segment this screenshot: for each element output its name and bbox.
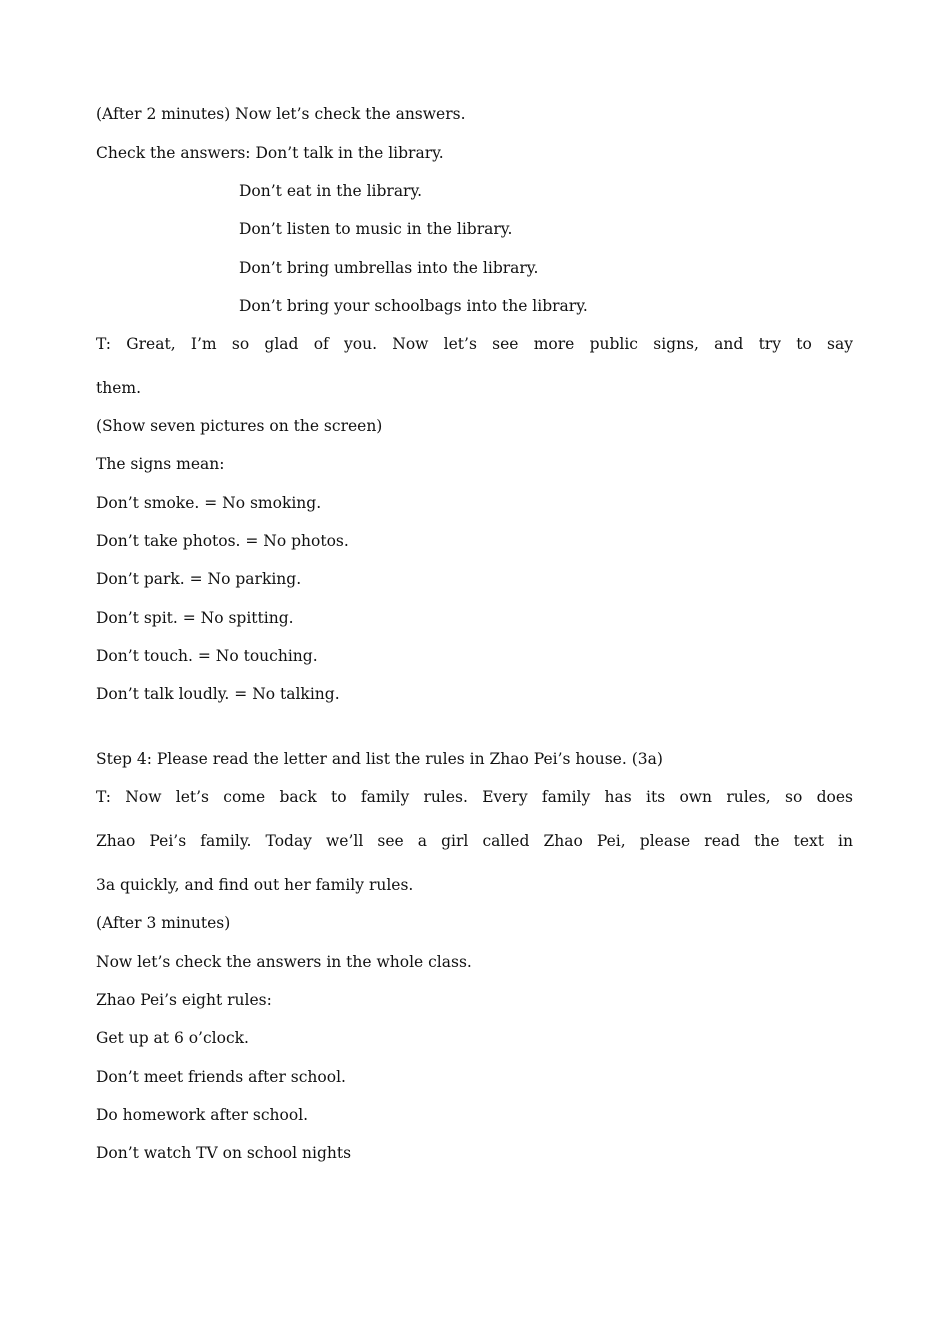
text-line: (After 3 minutes): [96, 914, 231, 932]
answer-line: Don’t bring your schoolbags into the library.: [239, 297, 588, 315]
text-line: (After 2 minutes) Now let’s check the answers.: [96, 105, 466, 123]
teacher-line: T: Great, I’m so glad of you. Now let’s see more public signs, and try to say: [96, 335, 853, 353]
teacher-line: Zhao Pei’s family. Today we’ll see a girl called Zhao Pei, please read the text in: [96, 832, 853, 850]
sign-line: Don’t touch. = No touching.: [96, 647, 318, 665]
text-line: 3a quickly, and find out her family rules.: [96, 876, 414, 894]
text-line: them.: [96, 379, 142, 397]
sign-line: Don’t talk loudly. = No talking.: [96, 685, 340, 703]
text-line: Now let’s check the answers in the whole class.: [96, 953, 472, 971]
sign-line: Don’t spit. = No spitting.: [96, 609, 294, 627]
text-line: The signs mean:: [96, 455, 225, 473]
answer-line: Don’t listen to music in the library.: [239, 220, 513, 238]
rule-line: Don’t watch TV on school nights: [96, 1144, 352, 1162]
sign-line: Don’t smoke. = No smoking.: [96, 494, 322, 512]
rule-line: Do homework after school.: [96, 1106, 309, 1124]
text-line: (Show seven pictures on the screen): [96, 417, 383, 435]
rule-line: Don’t meet friends after school.: [96, 1068, 346, 1086]
step-heading: Step 4: Please read the letter and list the rules in Zhao Pei’s house. (3a): [96, 750, 663, 768]
sign-line: Don’t park. = No parking.: [96, 570, 302, 588]
sign-line: Don’t take photos. = No photos.: [96, 532, 349, 550]
text-line: Check the answers: Don’t talk in the library.: [96, 144, 444, 162]
teacher-line: T: Now let’s come back to family rules. Every family has its own rules, so does: [96, 788, 853, 806]
text-line: Zhao Pei’s eight rules:: [96, 991, 272, 1009]
answer-line: Don’t eat in the library.: [239, 182, 423, 200]
answer-line: Don’t bring umbrellas into the library.: [239, 259, 539, 277]
rule-line: Get up at 6 o’clock.: [96, 1029, 249, 1047]
